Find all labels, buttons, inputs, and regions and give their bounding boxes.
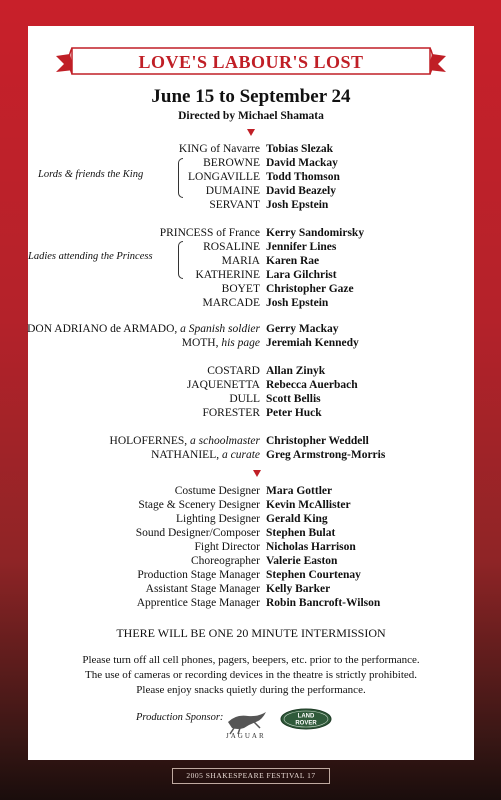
- cast-row: PRINCESS of France Kerry Sandomirsky: [159, 227, 365, 239]
- land-rover-logo-icon: [280, 708, 332, 730]
- cast-row: BEROWNE David Mackay: [203, 157, 338, 169]
- crew-row: Fight Director Nicholas Harrison: [194, 541, 356, 553]
- svg-text:ROVER: ROVER: [295, 720, 317, 727]
- footer-festival-page: 2005 SHAKESPEARE FESTIVAL 17: [172, 768, 330, 784]
- group-label-ladies: Ladies attending the Princess: [28, 251, 153, 262]
- cast-row: MOTH, his page Jeremiah Kennedy: [181, 337, 359, 349]
- director-credit: Directed by Michael Shamata: [178, 110, 324, 122]
- cast-row: ROSALINE Jennifer Lines: [203, 241, 337, 253]
- cast-row: NATHANIEL, a curate Greg Armstrong-Morris: [151, 449, 386, 461]
- cast-row: HOLOFERNES, a schoolmaster Christopher Weddell: [109, 435, 369, 447]
- crew-row: Costume Designer Mara Gottler: [174, 485, 333, 497]
- jaguar-logo-icon: [226, 708, 270, 748]
- cast-row: DUMAINE David Beazely: [205, 185, 336, 197]
- notice-line: The use of cameras or recording devices in the theatre is strictly prohibited.: [84, 669, 418, 681]
- cast-row: DON ADRIANO de ARMADO, a Spanish soldier Gerry Mackay: [27, 323, 339, 335]
- notice-line: Please enjoy snacks quietly during the performance.: [136, 684, 366, 696]
- group-label-lords: Lords & friends the King: [38, 169, 144, 180]
- cast-row: BOYET Christopher Gaze: [221, 283, 354, 295]
- cast-row: JAQUENETTA Rebecca Auerbach: [186, 379, 358, 391]
- cast-row: SERVANT Josh Epstein: [209, 199, 329, 211]
- sponsor-label: Production Sponsor:: [136, 712, 224, 723]
- jaguar-wordmark: JAGUAR: [226, 732, 266, 740]
- cast-row: COSTARD Allan Zinyk: [207, 365, 326, 377]
- program-sheet: [28, 26, 474, 760]
- title-banner: [56, 42, 446, 82]
- cast-row: MARCADE Josh Epstein: [202, 297, 329, 309]
- triangle-divider-icon: [247, 129, 255, 136]
- crew-row: Choreographer Valerie Easton: [191, 555, 338, 567]
- svg-text:LAND: LAND: [297, 713, 315, 720]
- cast-row: MARIA Karen Rae: [221, 255, 320, 267]
- crew-row: Sound Designer/Composer Stephen Bulat: [135, 527, 336, 539]
- crew-row: Stage & Scenery Designer Kevin McAllister: [138, 499, 351, 511]
- triangle-divider-icon: [253, 470, 261, 477]
- cast-row: DULL Scott Bellis: [229, 393, 321, 405]
- play-title: LOVE'S LABOUR'S LOST: [138, 52, 364, 72]
- crew-row: Lighting Designer Gerald King: [176, 513, 328, 525]
- run-dates: June 15 to September 24: [151, 86, 351, 107]
- crew-row: Production Stage Manager Stephen Courtenay: [137, 569, 361, 581]
- cast-row: FORESTER Peter Huck: [202, 407, 322, 419]
- cast-row: KATHERINE Lara Gilchrist: [195, 269, 337, 281]
- crew-row: Assistant Stage Manager Kelly Barker: [145, 583, 331, 595]
- cast-row: LONGAVILLE Todd Thomson: [188, 171, 340, 183]
- intermission-note: THERE WILL BE ONE 20 MINUTE INTERMISSION: [116, 626, 386, 640]
- notice-line: Please turn off all cell phones, pagers, beepers, etc. prior to the performance.: [82, 654, 420, 666]
- cast-row: KING of Navarre Tobias Slezak: [178, 143, 334, 155]
- crew-row: Apprentice Stage Manager Robin Bancroft-Wilson: [136, 597, 381, 609]
